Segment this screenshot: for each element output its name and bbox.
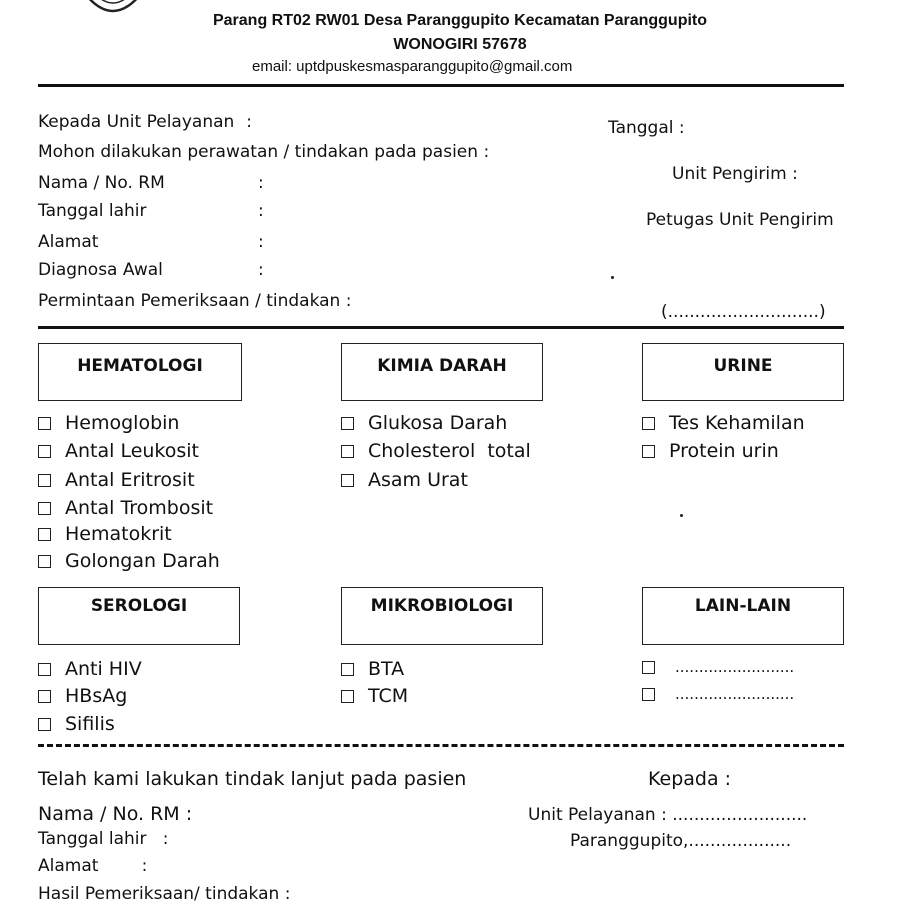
header-divider <box>38 84 844 87</box>
hematologi-item[interactable]: Hematokrit <box>38 523 172 545</box>
unit-pengirim-label: Unit Pengirim : <box>672 164 798 184</box>
checkbox[interactable] <box>38 663 51 676</box>
hematologi-title: HEMATOLOGI <box>77 356 203 376</box>
speck <box>680 514 683 517</box>
speck <box>611 276 614 279</box>
hematologi-item[interactable]: Hemoglobin <box>38 412 179 434</box>
unit-pelayanan-label: Kepada Unit Pelayanan : <box>38 112 253 132</box>
kimia-darah-item[interactable]: Cholesterol total <box>341 440 531 462</box>
checkbox[interactable] <box>38 555 51 568</box>
urine-item[interactable]: Tes Kehamilan <box>642 412 805 434</box>
checkbox[interactable] <box>38 502 51 515</box>
followup-tanggal-lahir-label: Tanggal lahir : <box>38 829 169 849</box>
serologi-item[interactable]: Sifilis <box>38 713 115 735</box>
followup-place-date: Paranggupito,................... <box>570 831 792 851</box>
followup-unit-pelayanan: Unit Pelayanan : ......................... <box>528 805 808 825</box>
request-intro: Mohon dilakukan perawatan / tindakan pada pasien : <box>38 142 490 162</box>
alamat-label: Alamat <box>38 232 99 252</box>
kimia-darah-item[interactable]: Glukosa Darah <box>341 412 507 434</box>
mikrobiologi-item[interactable]: TCM <box>341 685 408 707</box>
tanggal-lahir-colon: : <box>258 201 264 221</box>
tanggal-lahir-label: Tanggal lahir <box>38 201 147 221</box>
checkbox[interactable] <box>38 445 51 458</box>
diagnosa-label: Diagnosa Awal <box>38 260 163 280</box>
checkbox[interactable] <box>642 661 655 674</box>
hematologi-item[interactable]: Antal Trombosit <box>38 497 213 519</box>
checkbox[interactable] <box>642 445 655 458</box>
urine-item[interactable]: Protein urin <box>642 440 779 462</box>
followup-kepada-label: Kepada : <box>648 768 732 790</box>
mikrobiologi-title: MIKROBIOLOGI <box>370 596 514 616</box>
signature-placeholder: (............................) <box>661 302 826 322</box>
petugas-label: Petugas Unit Pengirim <box>646 210 834 230</box>
kimia-darah-item[interactable]: Asam Urat <box>341 469 468 491</box>
followup-hasil-label: Hasil Pemeriksaan/ tindakan : <box>38 884 291 904</box>
nama-colon: : <box>258 173 264 193</box>
header-email: email: uptdpuskesmasparanggupito@gmail.com <box>252 58 573 75</box>
header-city: WONOGIRI 57678 <box>393 36 527 53</box>
mikrobiologi-box <box>341 587 543 645</box>
checkbox[interactable] <box>38 528 51 541</box>
checkbox[interactable] <box>341 663 354 676</box>
checkbox[interactable] <box>38 474 51 487</box>
checkbox[interactable] <box>341 690 354 703</box>
serologi-title: SEROLOGI <box>90 596 188 616</box>
hematologi-item[interactable]: Antal Eritrosit <box>38 469 195 491</box>
lain-lain-item[interactable]: ......................... <box>642 658 794 676</box>
lain-lain-item[interactable]: ......................... <box>642 685 794 703</box>
kimia-darah-title: KIMIA DARAH <box>377 356 507 376</box>
checkbox[interactable] <box>38 417 51 430</box>
serologi-item[interactable]: Anti HIV <box>38 658 142 680</box>
cut-line-divider <box>38 744 844 747</box>
checkbox[interactable] <box>341 445 354 458</box>
hematologi-box <box>38 343 242 401</box>
serologi-box <box>38 587 240 645</box>
request-divider <box>38 326 844 329</box>
nama-label: Nama / No. RM <box>38 173 165 193</box>
header-address: Parang RT02 RW01 Desa Paranggupito Kecamatan Paranggupito <box>212 12 708 29</box>
checkbox[interactable] <box>642 417 655 430</box>
checkbox[interactable] <box>38 718 51 731</box>
alamat-colon: : <box>258 232 264 252</box>
followup-intro: Telah kami lakukan tindak lanjut pada pasien <box>38 768 467 790</box>
hematologi-item[interactable]: Antal Leukosit <box>38 440 199 462</box>
urine-box <box>642 343 844 401</box>
lain-lain-title: LAIN-LAIN <box>694 596 792 616</box>
checkbox[interactable] <box>38 690 51 703</box>
followup-nama-label: Nama / No. RM : <box>38 803 193 825</box>
kimia-darah-box <box>341 343 543 401</box>
lain-lain-box <box>642 587 844 645</box>
tanggal-label: Tanggal : <box>608 118 685 138</box>
checkbox[interactable] <box>341 474 354 487</box>
mikrobiologi-item[interactable]: BTA <box>341 658 404 680</box>
diagnosa-colon: : <box>258 260 264 280</box>
urine-title: URINE <box>713 356 773 376</box>
checkbox[interactable] <box>642 688 655 701</box>
serologi-item[interactable]: HBsAg <box>38 685 127 707</box>
followup-alamat-label: Alamat : <box>38 856 148 876</box>
checkbox[interactable] <box>341 417 354 430</box>
puskesmas-logo <box>68 0 158 30</box>
permintaan-label: Permintaan Pemeriksaan / tindakan : <box>38 291 352 311</box>
hematologi-item[interactable]: Golongan Darah <box>38 550 220 572</box>
